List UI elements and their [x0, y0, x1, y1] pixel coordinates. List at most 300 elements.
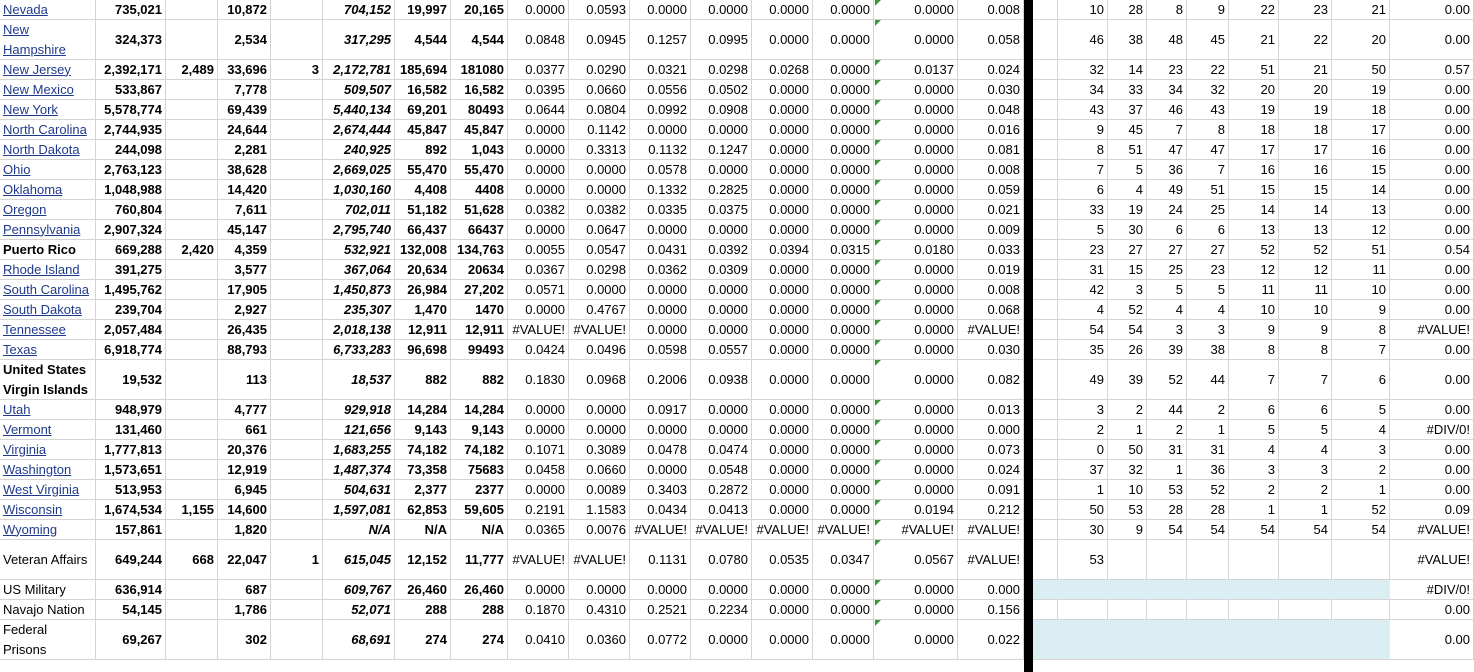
data-cell[interactable]: 702,011 — [323, 200, 395, 220]
data-cell[interactable]: 1,683,255 — [323, 440, 395, 460]
data-cell[interactable]: 0.1332 — [630, 180, 691, 200]
rank-cell[interactable]: 0.00 — [1390, 260, 1474, 280]
rank-cell[interactable]: 16 — [1279, 160, 1332, 180]
rank-cell[interactable]: 1 — [1147, 460, 1187, 480]
rank-spacer-cell[interactable] — [1033, 120, 1058, 140]
data-cell[interactable]: 0.2006 — [630, 360, 691, 400]
row-label-cell[interactable]: New Hampshire — [0, 20, 96, 60]
data-cell[interactable]: #VALUE! — [569, 540, 630, 580]
data-cell[interactable]: 0.0000 — [813, 460, 874, 480]
rank-cell[interactable]: 49 — [1147, 180, 1187, 200]
rank-cell[interactable]: 6 — [1332, 360, 1390, 400]
rank-cell[interactable]: 50 — [1058, 500, 1108, 520]
rank-spacer-cell[interactable] — [1033, 300, 1058, 320]
data-cell[interactable]: 0.000 — [958, 420, 1024, 440]
row-label-cell[interactable]: Puerto Rico — [0, 240, 96, 260]
data-cell[interactable]: 0.0660 — [569, 80, 630, 100]
data-cell[interactable]: 20,376 — [218, 440, 271, 460]
rank-cell[interactable]: 0.00 — [1390, 360, 1474, 400]
data-cell[interactable]: 0.0431 — [630, 240, 691, 260]
data-cell[interactable]: 26,460 — [395, 580, 451, 600]
data-cell[interactable]: 0.0000 — [569, 400, 630, 420]
data-cell[interactable]: N/A — [323, 520, 395, 540]
data-cell[interactable]: 55,470 — [451, 160, 508, 180]
rank-cell[interactable]: 36 — [1187, 460, 1229, 480]
rank-cell[interactable] — [1279, 620, 1332, 660]
data-cell[interactable]: #VALUE! — [691, 520, 752, 540]
data-cell[interactable] — [166, 520, 218, 540]
data-cell[interactable] — [271, 600, 323, 620]
rank-cell[interactable]: 15 — [1108, 260, 1147, 280]
data-cell[interactable]: 88,793 — [218, 340, 271, 360]
rank-cell[interactable] — [1229, 600, 1279, 620]
data-cell[interactable]: 0.0395 — [508, 80, 569, 100]
data-cell[interactable]: 0.091 — [958, 480, 1024, 500]
rank-cell[interactable]: 45 — [1108, 120, 1147, 140]
data-cell[interactable]: 0.013 — [958, 400, 1024, 420]
data-cell[interactable]: 0.0268 — [752, 60, 813, 80]
data-cell[interactable]: 0.0917 — [630, 400, 691, 420]
rank-spacer-cell[interactable] — [1033, 440, 1058, 460]
rank-cell[interactable]: 2 — [1332, 460, 1390, 480]
rank-cell[interactable]: 1 — [1229, 500, 1279, 520]
data-cell[interactable]: 1,487,374 — [323, 460, 395, 480]
data-cell[interactable]: 0.1247 — [691, 140, 752, 160]
data-cell[interactable]: #VALUE! — [752, 520, 813, 540]
data-cell[interactable]: 0.0000 — [813, 140, 874, 160]
rank-cell[interactable]: 19 — [1332, 80, 1390, 100]
rank-cell[interactable]: 1 — [1332, 480, 1390, 500]
data-cell[interactable]: 5,578,774 — [96, 100, 166, 120]
rank-cell[interactable]: 0.00 — [1390, 80, 1474, 100]
data-cell[interactable]: 704,152 — [323, 0, 395, 20]
data-cell[interactable]: #VALUE! — [508, 540, 569, 580]
data-cell[interactable]: 132,008 — [395, 240, 451, 260]
data-cell[interactable]: 661 — [218, 420, 271, 440]
rank-cell[interactable]: 4 — [1058, 300, 1108, 320]
data-cell[interactable]: 0.0000 — [874, 340, 958, 360]
data-cell[interactable]: 0.0000 — [874, 220, 958, 240]
data-cell[interactable] — [271, 320, 323, 340]
rank-cell[interactable]: 53 — [1147, 480, 1187, 500]
rank-cell[interactable]: #VALUE! — [1390, 520, 1474, 540]
data-cell[interactable]: 948,979 — [96, 400, 166, 420]
rank-spacer-cell[interactable] — [1033, 500, 1058, 520]
rank-cell[interactable]: 25 — [1147, 260, 1187, 280]
data-cell[interactable]: 74,182 — [451, 440, 508, 460]
rank-cell[interactable]: #DIV/0! — [1390, 580, 1474, 600]
rank-cell[interactable]: 48 — [1147, 20, 1187, 60]
rank-cell[interactable]: 31 — [1187, 440, 1229, 460]
rank-cell[interactable]: 52 — [1279, 240, 1332, 260]
rank-cell[interactable]: 54 — [1279, 520, 1332, 540]
data-cell[interactable]: 0.0000 — [874, 160, 958, 180]
rank-cell[interactable]: 44 — [1187, 360, 1229, 400]
rank-cell[interactable]: 3 — [1058, 400, 1108, 420]
data-cell[interactable]: 27,202 — [451, 280, 508, 300]
data-cell[interactable]: 288 — [395, 600, 451, 620]
rank-cell[interactable] — [1332, 600, 1390, 620]
data-cell[interactable]: 59,605 — [451, 500, 508, 520]
data-cell[interactable]: 0.0908 — [691, 100, 752, 120]
rank-spacer-cell[interactable] — [1033, 340, 1058, 360]
data-cell[interactable]: 0.0000 — [813, 0, 874, 20]
data-cell[interactable]: 20634 — [451, 260, 508, 280]
data-cell[interactable]: 668 — [166, 540, 218, 580]
row-label-cell[interactable]: New Mexico — [0, 80, 96, 100]
data-cell[interactable] — [271, 480, 323, 500]
data-cell[interactable]: 0.0321 — [630, 60, 691, 80]
rank-cell[interactable] — [1279, 580, 1332, 600]
data-cell[interactable]: 17,905 — [218, 280, 271, 300]
data-cell[interactable]: 0.1870 — [508, 600, 569, 620]
rank-cell[interactable]: 32 — [1108, 460, 1147, 480]
data-cell[interactable]: 22,047 — [218, 540, 271, 580]
rank-cell[interactable]: 21 — [1279, 60, 1332, 80]
rank-cell[interactable]: 24 — [1147, 200, 1187, 220]
data-cell[interactable]: 0.0000 — [752, 280, 813, 300]
data-cell[interactable]: 20,165 — [451, 0, 508, 20]
rank-cell[interactable]: 18 — [1229, 120, 1279, 140]
data-cell[interactable]: 0.0055 — [508, 240, 569, 260]
data-cell[interactable]: 0.000 — [958, 580, 1024, 600]
data-cell[interactable]: 38,628 — [218, 160, 271, 180]
rank-cell[interactable]: 11 — [1279, 280, 1332, 300]
data-cell[interactable]: 16,582 — [451, 80, 508, 100]
data-cell[interactable]: 509,507 — [323, 80, 395, 100]
data-cell[interactable]: 5,440,134 — [323, 100, 395, 120]
data-cell[interactable] — [271, 20, 323, 60]
data-cell[interactable]: 0.2825 — [691, 180, 752, 200]
data-cell[interactable]: 20,634 — [395, 260, 451, 280]
data-cell[interactable]: 0.0434 — [630, 500, 691, 520]
data-cell[interactable]: 2,763,123 — [96, 160, 166, 180]
data-cell[interactable]: N/A — [395, 520, 451, 540]
rank-cell[interactable]: 19 — [1229, 100, 1279, 120]
rank-cell[interactable]: 12 — [1332, 220, 1390, 240]
rank-cell[interactable]: 0.00 — [1390, 220, 1474, 240]
data-cell[interactable]: 0.1257 — [630, 20, 691, 60]
rank-cell[interactable]: 0 — [1058, 440, 1108, 460]
data-cell[interactable]: 68,691 — [323, 620, 395, 660]
data-cell[interactable]: 391,275 — [96, 260, 166, 280]
data-cell[interactable]: 0.0290 — [569, 60, 630, 80]
data-cell[interactable]: 75683 — [451, 460, 508, 480]
data-cell[interactable]: 6,733,283 — [323, 340, 395, 360]
rank-cell[interactable]: 23 — [1058, 240, 1108, 260]
rank-cell[interactable]: 49 — [1058, 360, 1108, 400]
rank-spacer-cell[interactable] — [1033, 0, 1058, 20]
data-cell[interactable]: 882 — [395, 360, 451, 400]
rank-cell[interactable]: 54 — [1147, 520, 1187, 540]
rank-cell[interactable]: 22 — [1229, 0, 1279, 20]
data-cell[interactable]: 0.0593 — [569, 0, 630, 20]
data-cell[interactable]: 1.1583 — [569, 500, 630, 520]
data-cell[interactable] — [271, 360, 323, 400]
data-cell[interactable]: 0.0000 — [569, 420, 630, 440]
data-cell[interactable] — [166, 80, 218, 100]
data-cell[interactable]: 69,439 — [218, 100, 271, 120]
data-cell[interactable]: 2,018,138 — [323, 320, 395, 340]
rank-cell[interactable]: 47 — [1187, 140, 1229, 160]
row-label-cell[interactable]: Wisconsin — [0, 500, 96, 520]
data-cell[interactable]: 0.1830 — [508, 360, 569, 400]
data-cell[interactable]: 0.0000 — [874, 80, 958, 100]
data-cell[interactable]: 0.0000 — [752, 200, 813, 220]
data-cell[interactable]: 0.022 — [958, 620, 1024, 660]
data-cell[interactable] — [166, 180, 218, 200]
data-cell[interactable]: 55,470 — [395, 160, 451, 180]
rank-cell[interactable]: 3 — [1187, 320, 1229, 340]
data-cell[interactable]: 0.048 — [958, 100, 1024, 120]
rank-cell[interactable]: 46 — [1147, 100, 1187, 120]
data-cell[interactable] — [166, 220, 218, 240]
data-cell[interactable]: 636,914 — [96, 580, 166, 600]
rank-cell[interactable]: 13 — [1332, 200, 1390, 220]
rank-cell[interactable]: 37 — [1058, 460, 1108, 480]
data-cell[interactable]: 62,853 — [395, 500, 451, 520]
rank-cell[interactable]: 5 — [1108, 160, 1147, 180]
rank-cell[interactable]: 8 — [1058, 140, 1108, 160]
data-cell[interactable]: 513,953 — [96, 480, 166, 500]
rank-cell[interactable]: 52 — [1187, 480, 1229, 500]
data-cell[interactable]: 0.073 — [958, 440, 1024, 460]
rank-cell[interactable]: 7 — [1279, 360, 1332, 400]
rank-cell[interactable]: 0.00 — [1390, 140, 1474, 160]
data-cell[interactable]: 2,281 — [218, 140, 271, 160]
data-cell[interactable]: 0.0392 — [691, 240, 752, 260]
data-cell[interactable]: 0.0000 — [813, 500, 874, 520]
rank-cell[interactable]: 50 — [1108, 440, 1147, 460]
data-cell[interactable]: 0.059 — [958, 180, 1024, 200]
data-cell[interactable]: 2,420 — [166, 240, 218, 260]
data-cell[interactable]: 0.0076 — [569, 520, 630, 540]
data-cell[interactable]: 0.0000 — [691, 400, 752, 420]
data-cell[interactable] — [271, 260, 323, 280]
data-cell[interactable]: #VALUE! — [958, 520, 1024, 540]
data-cell[interactable]: 0.0000 — [874, 120, 958, 140]
data-cell[interactable]: 69,201 — [395, 100, 451, 120]
data-cell[interactable]: 0.0000 — [569, 180, 630, 200]
row-label-cell[interactable]: Washington — [0, 460, 96, 480]
data-cell[interactable]: 113 — [218, 360, 271, 400]
data-cell[interactable]: 0.024 — [958, 60, 1024, 80]
data-cell[interactable]: 4,408 — [395, 180, 451, 200]
rank-cell[interactable]: 7 — [1332, 340, 1390, 360]
rank-cell[interactable]: 0.00 — [1390, 120, 1474, 140]
rank-cell[interactable]: 4 — [1147, 300, 1187, 320]
data-cell[interactable]: 54,145 — [96, 600, 166, 620]
data-cell[interactable]: 0.0000 — [813, 280, 874, 300]
rank-spacer-cell[interactable] — [1033, 360, 1058, 400]
row-label-cell[interactable]: North Dakota — [0, 140, 96, 160]
rank-cell[interactable]: 8 — [1279, 340, 1332, 360]
rank-cell[interactable]: 4 — [1279, 440, 1332, 460]
rank-cell[interactable]: 23 — [1147, 60, 1187, 80]
rank-spacer-cell[interactable] — [1033, 600, 1058, 620]
rank-cell[interactable]: 13 — [1279, 220, 1332, 240]
data-cell[interactable]: 1,495,762 — [96, 280, 166, 300]
data-cell[interactable] — [271, 220, 323, 240]
data-cell[interactable]: 0.0000 — [630, 580, 691, 600]
data-cell[interactable]: 0.0000 — [569, 580, 630, 600]
rank-cell[interactable]: 51 — [1229, 60, 1279, 80]
rank-cell[interactable]: 1 — [1108, 420, 1147, 440]
data-cell[interactable]: 4408 — [451, 180, 508, 200]
data-cell[interactable]: 0.0367 — [508, 260, 569, 280]
data-cell[interactable]: 0.019 — [958, 260, 1024, 280]
data-cell[interactable]: 0.0377 — [508, 60, 569, 80]
rank-cell[interactable]: 2 — [1108, 400, 1147, 420]
rank-cell[interactable]: 10 — [1332, 280, 1390, 300]
data-cell[interactable]: 0.0000 — [813, 260, 874, 280]
data-cell[interactable]: 19,532 — [96, 360, 166, 400]
data-cell[interactable]: 0.1071 — [508, 440, 569, 460]
data-cell[interactable] — [166, 100, 218, 120]
data-cell[interactable]: 66,437 — [395, 220, 451, 240]
rank-cell[interactable]: 0.00 — [1390, 400, 1474, 420]
rank-cell[interactable]: 0.00 — [1390, 480, 1474, 500]
data-cell[interactable]: #VALUE! — [958, 540, 1024, 580]
data-cell[interactable] — [271, 400, 323, 420]
data-cell[interactable]: 0.0000 — [508, 0, 569, 20]
data-cell[interactable]: 0.1131 — [630, 540, 691, 580]
data-cell[interactable]: 0.4767 — [569, 300, 630, 320]
data-cell[interactable]: 2,057,484 — [96, 320, 166, 340]
data-cell[interactable]: 0.0000 — [752, 600, 813, 620]
rank-cell[interactable]: 14 — [1279, 200, 1332, 220]
rank-cell[interactable]: 0.54 — [1390, 240, 1474, 260]
data-cell[interactable]: #VALUE! — [874, 520, 958, 540]
data-cell[interactable]: 0.0000 — [691, 300, 752, 320]
data-cell[interactable]: 1,597,081 — [323, 500, 395, 520]
rank-cell[interactable]: 54 — [1332, 520, 1390, 540]
data-cell[interactable]: 0.0000 — [813, 160, 874, 180]
data-cell[interactable]: 0.0000 — [874, 320, 958, 340]
rank-cell[interactable]: 27 — [1187, 240, 1229, 260]
rank-cell[interactable]: 19 — [1279, 100, 1332, 120]
rank-cell[interactable]: 0.00 — [1390, 440, 1474, 460]
data-cell[interactable]: 0.0458 — [508, 460, 569, 480]
data-cell[interactable]: 0.0000 — [752, 260, 813, 280]
rank-cell[interactable]: 0.00 — [1390, 160, 1474, 180]
data-cell[interactable]: 0.0000 — [752, 160, 813, 180]
data-cell[interactable]: 12,911 — [395, 320, 451, 340]
data-cell[interactable]: 0.0000 — [508, 120, 569, 140]
data-cell[interactable] — [166, 0, 218, 20]
data-cell[interactable]: 52,071 — [323, 600, 395, 620]
data-cell[interactable]: 504,631 — [323, 480, 395, 500]
rank-cell[interactable]: 44 — [1147, 400, 1187, 420]
data-cell[interactable]: 1 — [271, 540, 323, 580]
data-cell[interactable]: 131,460 — [96, 420, 166, 440]
rank-cell[interactable]: 7 — [1229, 360, 1279, 400]
data-cell[interactable] — [271, 0, 323, 20]
rank-cell[interactable]: 3 — [1147, 320, 1187, 340]
rank-cell[interactable]: 6 — [1229, 400, 1279, 420]
data-cell[interactable]: 0.0995 — [691, 20, 752, 60]
rank-spacer-cell[interactable] — [1033, 100, 1058, 120]
rank-cell[interactable]: 3 — [1279, 460, 1332, 480]
data-cell[interactable]: 0.0000 — [508, 140, 569, 160]
rank-cell[interactable] — [1187, 600, 1229, 620]
data-cell[interactable]: 0.0000 — [813, 20, 874, 60]
data-cell[interactable]: 0.0000 — [752, 220, 813, 240]
data-cell[interactable]: N/A — [451, 520, 508, 540]
rank-cell[interactable]: 43 — [1058, 100, 1108, 120]
data-cell[interactable]: 609,767 — [323, 580, 395, 600]
data-cell[interactable] — [166, 120, 218, 140]
rank-spacer-cell[interactable] — [1033, 160, 1058, 180]
data-cell[interactable]: 0.0772 — [630, 620, 691, 660]
data-cell[interactable]: 0.2521 — [630, 600, 691, 620]
data-cell[interactable]: 0.0000 — [813, 220, 874, 240]
rank-cell[interactable]: 53 — [1108, 500, 1147, 520]
rank-cell[interactable]: 5 — [1187, 280, 1229, 300]
data-cell[interactable]: 669,288 — [96, 240, 166, 260]
rank-cell[interactable]: 10 — [1058, 0, 1108, 20]
data-cell[interactable]: 288 — [451, 600, 508, 620]
data-cell[interactable]: 0.033 — [958, 240, 1024, 260]
rank-spacer-cell[interactable] — [1033, 80, 1058, 100]
data-cell[interactable] — [271, 620, 323, 660]
data-cell[interactable]: 0.0000 — [630, 0, 691, 20]
rank-cell[interactable]: 52 — [1147, 360, 1187, 400]
rank-cell[interactable]: 1 — [1187, 420, 1229, 440]
data-cell[interactable]: 14,284 — [451, 400, 508, 420]
data-cell[interactable]: 0.0000 — [691, 420, 752, 440]
data-cell[interactable]: 2,377 — [395, 480, 451, 500]
data-cell[interactable]: 0.156 — [958, 600, 1024, 620]
data-cell[interactable]: 19,997 — [395, 0, 451, 20]
data-cell[interactable]: 0.0000 — [813, 620, 874, 660]
rank-spacer-cell[interactable] — [1033, 220, 1058, 240]
data-cell[interactable]: 1,777,813 — [96, 440, 166, 460]
data-cell[interactable]: 0.0478 — [630, 440, 691, 460]
data-cell[interactable]: 74,182 — [395, 440, 451, 460]
data-cell[interactable]: 0.0000 — [874, 100, 958, 120]
rank-cell[interactable]: 0.00 — [1390, 460, 1474, 480]
rank-cell[interactable] — [1058, 600, 1108, 620]
data-cell[interactable]: 0.0194 — [874, 500, 958, 520]
rank-cell[interactable]: 0.00 — [1390, 600, 1474, 620]
data-cell[interactable]: 0.0535 — [752, 540, 813, 580]
data-cell[interactable]: 0.0000 — [752, 80, 813, 100]
data-cell[interactable]: 0.0000 — [508, 480, 569, 500]
data-cell[interactable]: 0.0180 — [874, 240, 958, 260]
rank-cell[interactable]: 0.00 — [1390, 100, 1474, 120]
data-cell[interactable]: 235,307 — [323, 300, 395, 320]
data-cell[interactable] — [166, 400, 218, 420]
rank-cell[interactable]: 26 — [1108, 340, 1147, 360]
data-cell[interactable]: 157,861 — [96, 520, 166, 540]
data-cell[interactable]: 0.0000 — [874, 420, 958, 440]
rank-cell[interactable]: 5 — [1279, 420, 1332, 440]
data-cell[interactable] — [271, 180, 323, 200]
data-cell[interactable]: 0.0000 — [752, 580, 813, 600]
data-cell[interactable]: 274 — [451, 620, 508, 660]
data-cell[interactable]: 0.0365 — [508, 520, 569, 540]
rank-spacer-cell[interactable] — [1033, 420, 1058, 440]
rank-cell[interactable]: 32 — [1187, 80, 1229, 100]
data-cell[interactable]: 0.2872 — [691, 480, 752, 500]
data-cell[interactable]: 0.0548 — [691, 460, 752, 480]
rank-cell[interactable]: 50 — [1332, 60, 1390, 80]
rank-cell[interactable]: 52 — [1108, 300, 1147, 320]
data-cell[interactable] — [271, 100, 323, 120]
rank-cell[interactable]: 30 — [1108, 220, 1147, 240]
rank-cell[interactable]: 0.00 — [1390, 20, 1474, 60]
